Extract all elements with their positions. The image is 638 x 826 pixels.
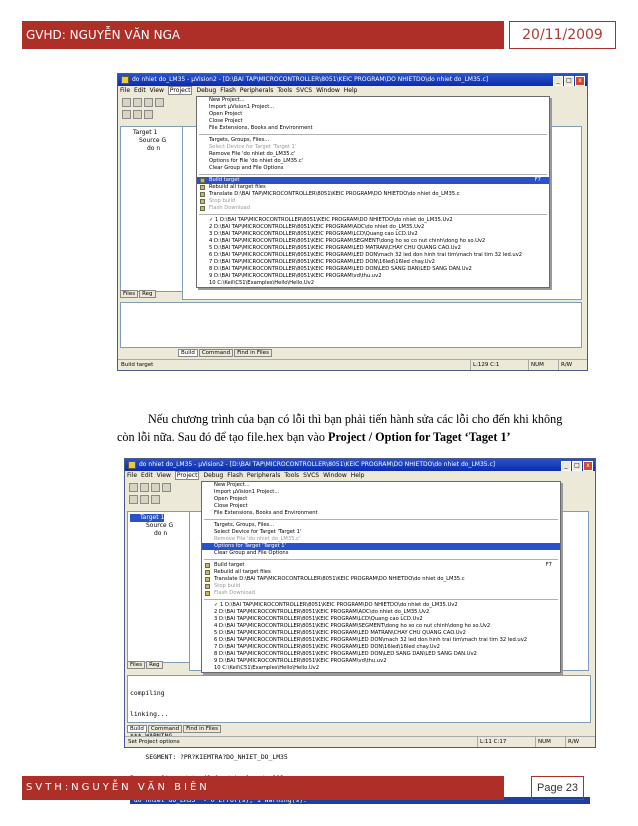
- menu-item-label: Open Project: [209, 111, 243, 117]
- menu-item-label: 6 D:\BAI TAP\MICROCONTROLLER\8051\KEIC PROGRAM\LED DON\mach 32 led don hinh trai tim\mach trai tim 32 led.uv2: [214, 637, 528, 643]
- menu-project[interactable]: Project: [169, 87, 191, 94]
- paragraph-line-1: Nếu chương trình của bạn có lỗi thì bạn phải tiến hành sửa các lỗi cho đến khi không: [148, 412, 563, 426]
- menu-flash[interactable]: Flash: [227, 472, 243, 479]
- menu-item-label: Import µVision1 Project...: [214, 489, 280, 495]
- menu-item[interactable]: [197, 273, 549, 280]
- menu-item-label: Targets, Groups, Files...: [214, 522, 275, 528]
- menu-edit[interactable]: Edit: [141, 472, 153, 479]
- menu-help[interactable]: Help: [343, 87, 358, 94]
- status-num: NUM: [535, 737, 551, 747]
- app-icon: [128, 461, 136, 469]
- tree-item-file[interactable]: do n: [147, 145, 161, 152]
- output-line: compiling: [130, 689, 165, 698]
- menu-debug[interactable]: Debug: [196, 87, 217, 94]
- menu-separator: [204, 519, 558, 520]
- footer-student: SVTH:NGUYỄN VĂN BIÊN: [22, 776, 504, 800]
- menu-item-shortcut: F7: [534, 177, 541, 183]
- menu-item[interactable]: [202, 503, 560, 510]
- output-line: linking...: [130, 710, 169, 719]
- menu-item-label: Close Project: [214, 503, 248, 509]
- translate-icon[interactable]: [151, 495, 160, 504]
- menu-item-label: 8 D:\BAI TAP\MICROCONTROLLER\8051\KEIC PROGRAM\LED DON\LED SANG DAN\LED SANG DAN.Uv2: [214, 651, 477, 657]
- tree-item-target[interactable]: Target 1: [130, 514, 164, 522]
- menu-item-icon: [200, 185, 205, 190]
- project-tabs: [120, 289, 157, 299]
- menu-item-icon: [205, 591, 210, 596]
- menu-item[interactable]: [197, 245, 549, 252]
- menu-item[interactable]: [202, 616, 560, 623]
- menu-item-label: 7 D:\BAI TAP\MICROCONTROLLER\8051\KEIC PROGRAM\LED DON\16led\16led chay.Uv2: [209, 259, 435, 265]
- menu-item-label: Rebuild all target files: [209, 184, 266, 190]
- tab-command[interactable]: Command: [199, 349, 233, 357]
- menu-item-label: Open Project: [214, 496, 248, 502]
- menu-item-icon: [205, 577, 210, 582]
- tree-item-file[interactable]: do n: [154, 530, 168, 537]
- menu-item-icon: [205, 570, 210, 575]
- menu-item[interactable]: [202, 576, 560, 583]
- status-position: L:11 C:17: [477, 737, 506, 747]
- status-bar: [118, 359, 587, 370]
- tab-files[interactable]: Files: [120, 290, 138, 298]
- menu-window[interactable]: Window: [316, 87, 340, 94]
- menu-item-label: Translate D:\BAI TAP\MICROCONTROLLER\8051\KEIC PROGRAM\DO NHIETDO\do nhiet do_LM35.c: [209, 191, 460, 197]
- window-title: do nhiet do_LM35 - µVision2 - [D:\BAI TAP\MICROCONTROLLER\8051\KEIC PROGRAM\DO NHIETDO\do nhiet do_LM35.c]: [132, 76, 489, 83]
- body-paragraph: [117, 410, 617, 446]
- project-tabs: [127, 660, 164, 670]
- header-date: 20/11/2009: [509, 21, 616, 49]
- menu-item-shortcut: F7: [545, 562, 552, 568]
- menu-project[interactable]: Project: [176, 472, 198, 479]
- menu-item-icon: [200, 206, 205, 211]
- minimize-button[interactable]: _: [553, 76, 563, 86]
- menu-item-label: New Project...: [209, 97, 245, 103]
- menu-item-label: File Extensions, Books and Environment: [214, 510, 318, 516]
- save-all-icon[interactable]: [162, 483, 171, 492]
- save-icon[interactable]: [144, 98, 153, 107]
- window-title: do nhiet do_LM35 - µVision2 - [D:\BAI TAP\MICROCONTROLLER\8051\KEIC PROGRAM\DO NHIETDO\do nhiet do_LM35.c]: [139, 461, 496, 468]
- project-menu: [201, 481, 561, 673]
- menu-item-label: Stop build: [214, 583, 241, 589]
- tab-regs[interactable]: Reg: [146, 661, 162, 669]
- menu-item-label: 2 D:\BAI TAP\MICROCONTROLLER\8051\KEIC PROGRAM\ADC\do nhiet do_LM35.Uv2: [209, 224, 425, 230]
- menu-item[interactable]: [197, 111, 549, 118]
- status-position: L:129 C:1: [470, 360, 499, 370]
- menu-item[interactable]: [202, 489, 560, 496]
- tree-item-target[interactable]: Target 1: [133, 129, 158, 136]
- title-bar: [118, 74, 587, 86]
- menu-edit[interactable]: Edit: [134, 87, 146, 94]
- tab-build[interactable]: Build: [178, 349, 198, 357]
- menu-file[interactable]: File: [120, 87, 131, 94]
- tab-build[interactable]: Build: [127, 725, 147, 733]
- page-number: Page 23: [531, 776, 584, 800]
- menu-separator: [204, 599, 558, 600]
- menu-item-icon: [205, 563, 210, 568]
- project-menu: [196, 96, 550, 288]
- menu-path: Project / Option for Taget ‘Taget 1’: [328, 430, 511, 444]
- menu-item: [197, 205, 549, 212]
- rebuild-icon[interactable]: [140, 495, 149, 504]
- menu-item-label: Options for File 'do nhiet do_LM35.c': [209, 158, 304, 164]
- menu-item-icon: [200, 192, 205, 197]
- output-window: [120, 302, 582, 348]
- menu-item: [202, 590, 560, 597]
- menu-peripherals[interactable]: Peripherals: [239, 87, 274, 94]
- open-file-icon[interactable]: [133, 98, 142, 107]
- menu-separator: [199, 134, 547, 135]
- uvision-window-2: [124, 458, 596, 762]
- menu-item[interactable]: [202, 665, 560, 672]
- tab-find-in-files[interactable]: Find in Files: [234, 349, 272, 357]
- build-icon[interactable]: [129, 495, 138, 504]
- menu-item-label: Close Project: [209, 118, 243, 124]
- menu-item-label: 5 D:\BAI TAP\MICROCONTROLLER\8051\KEIC PROGRAM\LED MATRAN\CHAY CHU QUANG CAO.Uv2: [209, 245, 461, 251]
- menu-item-label: 3 D:\BAI TAP\MICROCONTROLLER\8051\KEIC PROGRAM\LCD\Quang cao LCD.Uv2: [209, 231, 418, 237]
- menu-item-icon: [205, 584, 210, 589]
- menu-item[interactable]: [197, 165, 549, 172]
- menu-item-label: 10 C:\Keil\C51\Examples\Hello\Hello.Uv2: [209, 280, 315, 286]
- menu-help[interactable]: Help: [350, 472, 365, 479]
- close-button[interactable]: x: [575, 76, 585, 86]
- menu-item[interactable]: [202, 510, 560, 517]
- close-button[interactable]: x: [583, 461, 593, 471]
- menu-item[interactable]: [197, 104, 549, 111]
- open-file-icon[interactable]: [140, 483, 149, 492]
- menu-item[interactable]: [197, 217, 549, 224]
- page-footer: [22, 776, 616, 800]
- app-icon: [121, 76, 129, 84]
- translate-icon[interactable]: [144, 110, 153, 119]
- menu-item[interactable]: [202, 644, 560, 651]
- menu-item[interactable]: [202, 550, 560, 557]
- menu-item[interactable]: [202, 602, 560, 609]
- menu-item-label: 10 C:\Keil\C51\Examples\Hello\Hello.Uv2: [214, 665, 320, 671]
- menu-item-label: Select Device for Target 'Target 1': [214, 529, 302, 535]
- menu-item-label: 6 D:\BAI TAP\MICROCONTROLLER\8051\KEIC PROGRAM\LED DON\mach 32 led don hinh trai tim\mach trai tim 32 led.uv2: [209, 252, 523, 258]
- menu-item-label: Targets, Groups, Files...: [209, 137, 270, 143]
- menu-item-label: 9 D:\BAI TAP\MICROCONTROLLER\8051\KEIC PROGRAM\vd\thu.uv2: [214, 658, 387, 664]
- menu-item[interactable]: [202, 630, 560, 637]
- menu-item-label: Remove File 'do nhiet do_LM35.c': [209, 151, 296, 157]
- menu-item[interactable]: [197, 266, 549, 273]
- menu-item[interactable]: [197, 238, 549, 245]
- menu-item[interactable]: [197, 231, 549, 238]
- save-icon[interactable]: [151, 483, 160, 492]
- menu-item[interactable]: [197, 125, 549, 132]
- menu-separator: [199, 174, 547, 175]
- menu-item[interactable]: [197, 280, 549, 287]
- menu-item: [202, 536, 560, 543]
- output-tabs: [127, 724, 222, 734]
- menu-item[interactable]: [197, 224, 549, 231]
- tab-command[interactable]: Command: [148, 725, 182, 733]
- menu-item[interactable]: [197, 97, 549, 104]
- status-text: Set Project options: [128, 739, 180, 745]
- menu-item[interactable]: [202, 569, 560, 576]
- menu-item[interactable]: [202, 529, 560, 536]
- new-file-icon[interactable]: [129, 483, 138, 492]
- project-tree: [127, 511, 191, 663]
- menu-item-label: Flash Download: [209, 205, 251, 211]
- menu-item[interactable]: [197, 191, 549, 198]
- menu-item-label: Clear Group and File Options: [214, 550, 289, 556]
- maximize-button[interactable]: □: [572, 461, 582, 471]
- tab-regs[interactable]: Reg: [139, 290, 155, 298]
- menu-svcs[interactable]: SVCS: [303, 472, 320, 479]
- menu-item-label: 3 D:\BAI TAP\MICROCONTROLLER\8051\KEIC PROGRAM\LCD\Quang cao LCD.Uv2: [214, 616, 423, 622]
- menu-file[interactable]: File: [127, 472, 138, 479]
- menu-item-label: Options for Target 'Target 1': [214, 543, 286, 549]
- menu-item-label: 9 D:\BAI TAP\MICROCONTROLLER\8051\KEIC PROGRAM\vd\thu.uv2: [209, 273, 382, 279]
- menu-item[interactable]: [197, 184, 549, 191]
- menu-peripherals[interactable]: Peripherals: [246, 472, 281, 479]
- menu-item[interactable]: [197, 252, 549, 259]
- menu-item-icon: [200, 178, 205, 183]
- new-file-icon[interactable]: [122, 98, 131, 107]
- status-mode: R/W: [565, 737, 579, 747]
- menu-item: [197, 144, 549, 151]
- menu-item[interactable]: [197, 259, 549, 266]
- status-text: Build target: [121, 362, 154, 368]
- title-bar: [125, 459, 595, 471]
- minimize-button[interactable]: _: [561, 461, 571, 471]
- menu-tools[interactable]: Tools: [277, 87, 293, 94]
- menu-item[interactable]: [197, 177, 549, 184]
- menu-item[interactable]: [202, 522, 560, 529]
- status-num: NUM: [528, 360, 544, 370]
- menu-item[interactable]: [197, 137, 549, 144]
- save-all-icon[interactable]: [155, 98, 164, 107]
- menu-item-label: 4 D:\BAI TAP\MICROCONTROLLER\8051\KEIC PROGRAM\SEGMENT\dong ho so co nut chinh\dong ho so.Uv2: [214, 623, 491, 629]
- menu-item: [197, 198, 549, 205]
- project-tree: [120, 126, 184, 292]
- menu-item-label: Select Device for Target 'Target 1': [209, 144, 297, 150]
- tab-find-in-files[interactable]: Find in Files: [183, 725, 221, 733]
- menu-flash[interactable]: Flash: [220, 87, 236, 94]
- tree-item-source-group[interactable]: Source G: [139, 137, 167, 144]
- output-tabs: [178, 348, 273, 358]
- tab-files[interactable]: Files: [127, 661, 145, 669]
- menu-item-label: File Extensions, Books and Environment: [209, 125, 313, 131]
- menu-svcs[interactable]: SVCS: [296, 87, 313, 94]
- menu-item[interactable]: [202, 637, 560, 644]
- uvision-window-1: [117, 73, 588, 371]
- menu-item-label: Build target: [214, 562, 245, 568]
- menu-separator: [204, 559, 558, 560]
- menu-debug[interactable]: Debug: [203, 472, 224, 479]
- menu-item[interactable]: [202, 543, 560, 550]
- maximize-button[interactable]: □: [564, 76, 574, 86]
- menu-item[interactable]: [202, 496, 560, 503]
- menu-item[interactable]: [202, 562, 560, 569]
- menu-item-label: 5 D:\BAI TAP\MICROCONTROLLER\8051\KEIC PROGRAM\LED MATRAN\CHAY CHU QUANG CAO.Uv2: [214, 630, 466, 636]
- status-mode: R/W: [558, 360, 572, 370]
- menu-item-label: Build target: [209, 177, 240, 183]
- menu-item-label: Stop build: [209, 198, 236, 204]
- menu-item-label: Import µVision1 Project...: [209, 104, 275, 110]
- menu-view[interactable]: View: [149, 87, 164, 94]
- menu-bar: [125, 471, 595, 481]
- menu-item-label: Rebuild all target files: [214, 569, 271, 575]
- menu-item-label: 4 D:\BAI TAP\MICROCONTROLLER\8051\KEIC PROGRAM\SEGMENT\dong ho so co nut chinh\dong ho so.Uv2: [209, 238, 486, 244]
- menu-item-label: ✓ 1 D:\BAI TAP\MICROCONTROLLER\8051\KEIC PROGRAM\DO NHIETDO\do nhiet do_LM35.Uv2: [214, 602, 458, 608]
- menu-item[interactable]: [202, 651, 560, 658]
- paragraph-line-2: còn lỗi nữa. Sau đó để tạo file.hex bạn vào Project / Option for Taget ‘Taget 1’: [117, 430, 511, 444]
- build-icon[interactable]: [122, 110, 131, 119]
- menu-item[interactable]: [197, 158, 549, 165]
- menu-item-label: Remove File 'do nhiet do_LM35.c': [214, 536, 301, 542]
- menu-item-label: Translate D:\BAI TAP\MICROCONTROLLER\8051\KEIC PROGRAM\DO NHIETDO\do nhiet do_LM35.c: [214, 576, 465, 582]
- menu-separator: [199, 214, 547, 215]
- menu-item-label: 7 D:\BAI TAP\MICROCONTROLLER\8051\KEIC PROGRAM\LED DON\16led\16led chay.Uv2: [214, 644, 440, 650]
- page-header: [22, 21, 616, 49]
- tree-item-source-group[interactable]: Source G: [146, 522, 174, 529]
- menu-item[interactable]: [202, 623, 560, 630]
- menu-item-icon: [200, 199, 205, 204]
- menu-bar: [118, 86, 587, 96]
- status-bar: [125, 736, 595, 747]
- menu-item[interactable]: [202, 609, 560, 616]
- menu-item[interactable]: [197, 151, 549, 158]
- header-advisor: GVHD: NGUYỄN VĂN NGA: [22, 21, 504, 49]
- menu-tools[interactable]: Tools: [284, 472, 300, 479]
- rebuild-icon[interactable]: [133, 110, 142, 119]
- menu-item[interactable]: [202, 658, 560, 665]
- menu-item[interactable]: [197, 118, 549, 125]
- menu-item: [202, 583, 560, 590]
- menu-item-label: New Project...: [214, 482, 250, 488]
- menu-view[interactable]: View: [156, 472, 171, 479]
- menu-item-label: ✓ 1 D:\BAI TAP\MICROCONTROLLER\8051\KEIC PROGRAM\DO NHIETDO\do nhiet do_LM35.Uv2: [209, 217, 453, 223]
- menu-item-label: 2 D:\BAI TAP\MICROCONTROLLER\8051\KEIC PROGRAM\ADC\do nhiet do_LM35.Uv2: [214, 609, 430, 615]
- menu-item[interactable]: [202, 482, 560, 489]
- menu-item-label: Flash Download: [214, 590, 256, 596]
- menu-item-label: Clear Group and File Options: [209, 165, 284, 171]
- output-line: SEGMENT: ?PR?KIEMTRA?DO_NHIET_DO_LM35: [130, 753, 288, 762]
- menu-window[interactable]: Window: [323, 472, 347, 479]
- menu-item-label: 8 D:\BAI TAP\MICROCONTROLLER\8051\KEIC PROGRAM\LED DON\LED SANG DAN\LED SANG DAN.Uv2: [209, 266, 472, 272]
